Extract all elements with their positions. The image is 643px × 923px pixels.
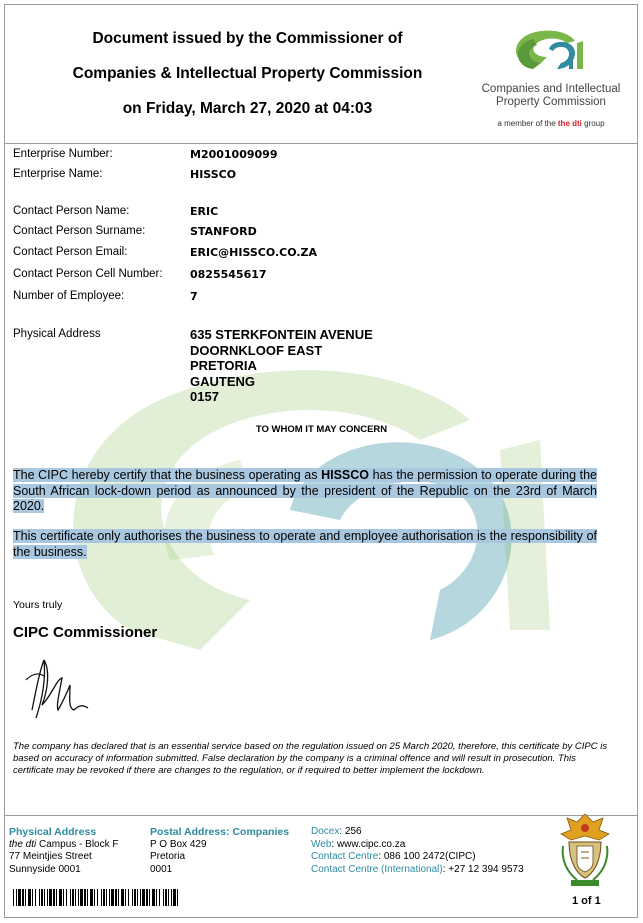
address-line-3: PRETORIA (190, 358, 257, 373)
certification-business-name: HISSCO (321, 468, 370, 482)
cipc-logo (471, 23, 631, 135)
contact-name-label: Contact Person Name: (13, 205, 130, 217)
footer-centre-value: : 086 100 2472(CIPC) (378, 851, 476, 862)
authorisation-paragraph (13, 529, 597, 560)
footer-dti-brand: the dti (9, 838, 37, 850)
document-header (5, 5, 637, 143)
address-line-1: 635 STERKFONTEIN AVENUE (190, 327, 373, 342)
contact-cell-label: Contact Person Cell Number: (13, 268, 163, 280)
footer-campus-text: Campus - Block F (36, 838, 119, 850)
signatory-title: CIPC Commissioner (13, 624, 158, 641)
footer-physical-line-2: 77 Meintjies Street (9, 851, 92, 862)
header-line-2: Companies & Intellectual Property Commission (72, 65, 423, 82)
footer-web-label: Web (311, 838, 332, 850)
legal-disclaimer: The company has declared that is an essential service based on the regulation issued on 25 March 2020, therefore, this certificate by CIPC is based on accuracy of information submitted. False declaration by the company is a criminal offence and will result in prosecution. This certificate may be revoked if there are changes to the regulation, or if required to better implement the lockdown. (13, 741, 608, 776)
logo-name (471, 83, 631, 109)
page-number: 1 of 1 (572, 895, 601, 907)
contact-surname-value: STANFORD (190, 225, 257, 238)
footer-postal-address (150, 826, 289, 876)
footer-docex-value: : 256 (339, 826, 362, 837)
footer-docex-label: Docex (311, 826, 340, 837)
header-line-3: on Friday, March 27, 2020 at 04:03 (122, 100, 373, 117)
footer-postal-line-1: P O Box 429 (150, 838, 207, 850)
certification-paragraph (13, 468, 597, 515)
contact-surname-label: Contact Person Surname: (13, 225, 146, 237)
cipc-logo-icon (471, 23, 631, 83)
signature (22, 650, 102, 725)
address-line-5: 0157 (190, 389, 219, 404)
enterprise-name-label: Enterprise Name: (13, 168, 103, 180)
footer-physical-line-1 (9, 839, 119, 852)
physical-address-value (190, 327, 373, 405)
logo-tagline-suffix: group (581, 119, 605, 128)
footer-contact-centre (311, 851, 524, 864)
to-whom-heading: TO WHOM IT MAY CONCERN (255, 424, 388, 435)
footer-contact-details (311, 826, 524, 876)
footer-physical-heading: Physical Address (9, 826, 97, 838)
authorisation-text: This certificate only authorises the business to operate and employee authorisation is the responsibility of the business. (13, 529, 597, 559)
physical-address-label: Physical Address (13, 328, 101, 340)
enterprise-name-value: HISSCO (190, 168, 237, 181)
coat-of-arms-icon (559, 812, 611, 888)
closing-salutation: Yours truly (13, 599, 63, 611)
contact-name-value: ERIC (190, 205, 219, 218)
contact-cell-value: 0825545617 (190, 268, 267, 281)
contact-email-value: ERIC@HISSCO.CO.ZA (190, 246, 318, 259)
footer-intl-label: Contact Centre (International) (311, 863, 443, 875)
contact-email-label: Contact Person Email: (13, 246, 128, 258)
logo-tagline-prefix: a member of the (497, 119, 558, 128)
footer-intl-value: : +27 12 394 9573 (442, 863, 524, 875)
footer-postal-heading: Postal Address: Companies (150, 826, 290, 838)
barcode (13, 889, 178, 906)
enterprise-number-value: M2001009099 (190, 148, 278, 161)
address-line-2: DOORNKLOOF EAST (190, 342, 323, 358)
employees-value: 7 (190, 290, 198, 303)
footer-contact-intl (311, 864, 524, 877)
logo-tagline-brand: the dti (557, 119, 582, 128)
footer-physical-address (9, 826, 119, 876)
certification-text-b: has the permission to operate during the South African lock-down period as announced by the president of the Republic on the 23rd of March 2020. (13, 468, 597, 513)
footer-physical-line-3: Sunnyside 0001 (9, 863, 81, 875)
footer-postal-line-3: 0001 (150, 863, 173, 875)
header-divider (5, 143, 637, 144)
footer-centre-label: Contact Centre (311, 851, 379, 862)
logo-name-line-1: Companies and Intellectual (481, 83, 621, 95)
footer-postal-line-2: Pretoria (150, 851, 186, 862)
header-line-1: Document issued by the Commissioner of (92, 30, 403, 47)
footer-web-link[interactable]: : www.cipc.co.za (331, 838, 406, 850)
address-line-4: GAUTENG (190, 373, 255, 389)
logo-tagline (471, 119, 631, 128)
footer-docex (311, 826, 524, 839)
enterprise-number-label: Enterprise Number: (13, 148, 113, 160)
footer-divider (5, 815, 637, 816)
employees-label: Number of Employee: (13, 290, 125, 302)
logo-name-line-2: Property Commission (496, 96, 606, 108)
footer-web (311, 839, 524, 852)
certification-text-a: The CIPC hereby certify that the business operating as (13, 468, 322, 482)
